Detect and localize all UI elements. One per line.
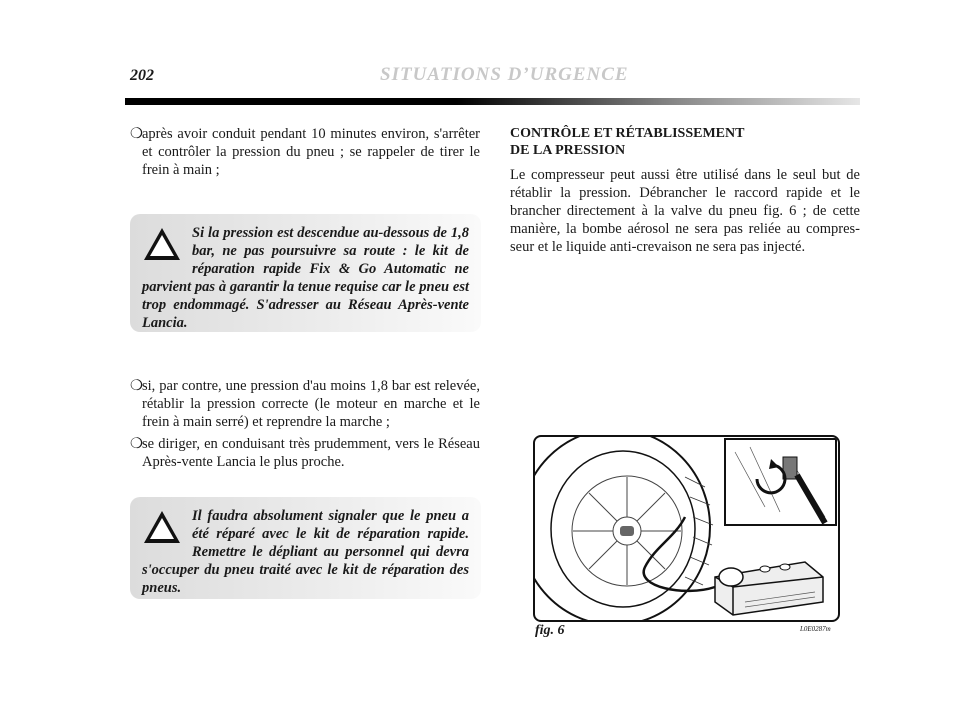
warning-text-1: Si la pression est descendue au-dessous de 1,8 bar, ne pas poursuivre sa route : le kit de réparation rapide Fix & Go Automatic ne parvient pas à garantir la tenue requise car le pneu est trop endommagé. S'adresser au Réseau Après-vente Lancia. xyxy=(142,225,469,331)
bullet-text: si, par contre, une pression d'au moins 1,8 bar est relevée, rétablir la pression correcte (le moteur en marche et le frein à main serré) et reprendre la marche ; xyxy=(142,378,480,430)
header-title: SITUATIONS D’URGENCE xyxy=(380,64,629,85)
warning-text-2: Il faudra absolument signaler que le pneu a été réparé avec le kit de réparation rapide. Remettre le dépliant au personnel qui devra s'occuper du pneu traité avec le kit de réparation des pneus. xyxy=(142,508,469,596)
warning-box-2 xyxy=(130,497,481,599)
bullet-item-3 xyxy=(130,435,480,471)
right-column xyxy=(510,125,860,256)
compressor-tyre-illustration xyxy=(535,437,838,620)
bullet-circle-icon: ❍ xyxy=(130,378,143,394)
bullet-circle-icon: ❍ xyxy=(130,436,143,452)
section-title-line-1: CONTRÔLE ET RÉTABLISSEMENT xyxy=(510,126,745,141)
figure-caption: fig. 6 xyxy=(535,623,565,638)
warning-box-1 xyxy=(130,214,481,332)
warning-triangle-icon xyxy=(142,226,182,262)
left-column xyxy=(130,125,480,179)
bullet-text: se diriger, en conduisant très prudemment, vers le Réseau Après-vente Lancia le plus proche. xyxy=(142,436,480,470)
section-title xyxy=(510,125,860,159)
bullet-circle-icon: ❍ xyxy=(130,126,143,142)
page-number: 202 xyxy=(130,67,154,84)
warning-triangle-icon xyxy=(142,509,182,545)
bullet-item-2 xyxy=(130,377,480,431)
figure-code: L0E0287m xyxy=(800,625,831,633)
bullet-text: après avoir conduit pendant 10 minutes environ, s'arrêter et contrôler la pression du pneu ; se rappeler de tirer le frein à main ; xyxy=(142,126,480,178)
section-paragraph: Le compresseur peut aussi être utilisé dans le seul but de rétablir la pression. Débrancher le raccord rapide et le brancher directement à la valve du pneu fig. 6 ; de cette manière, la bombe aérosol ne sera pas reliée au compresseur et le liquide anti-crevaison ne sera pas injecté. xyxy=(510,167,860,255)
bullet-item-1 xyxy=(130,125,480,179)
left-bullets-lower xyxy=(130,377,480,471)
header-rule xyxy=(125,98,860,105)
section-title-line-2: DE LA PRESSION xyxy=(510,143,626,158)
figure-illustration xyxy=(533,435,840,622)
